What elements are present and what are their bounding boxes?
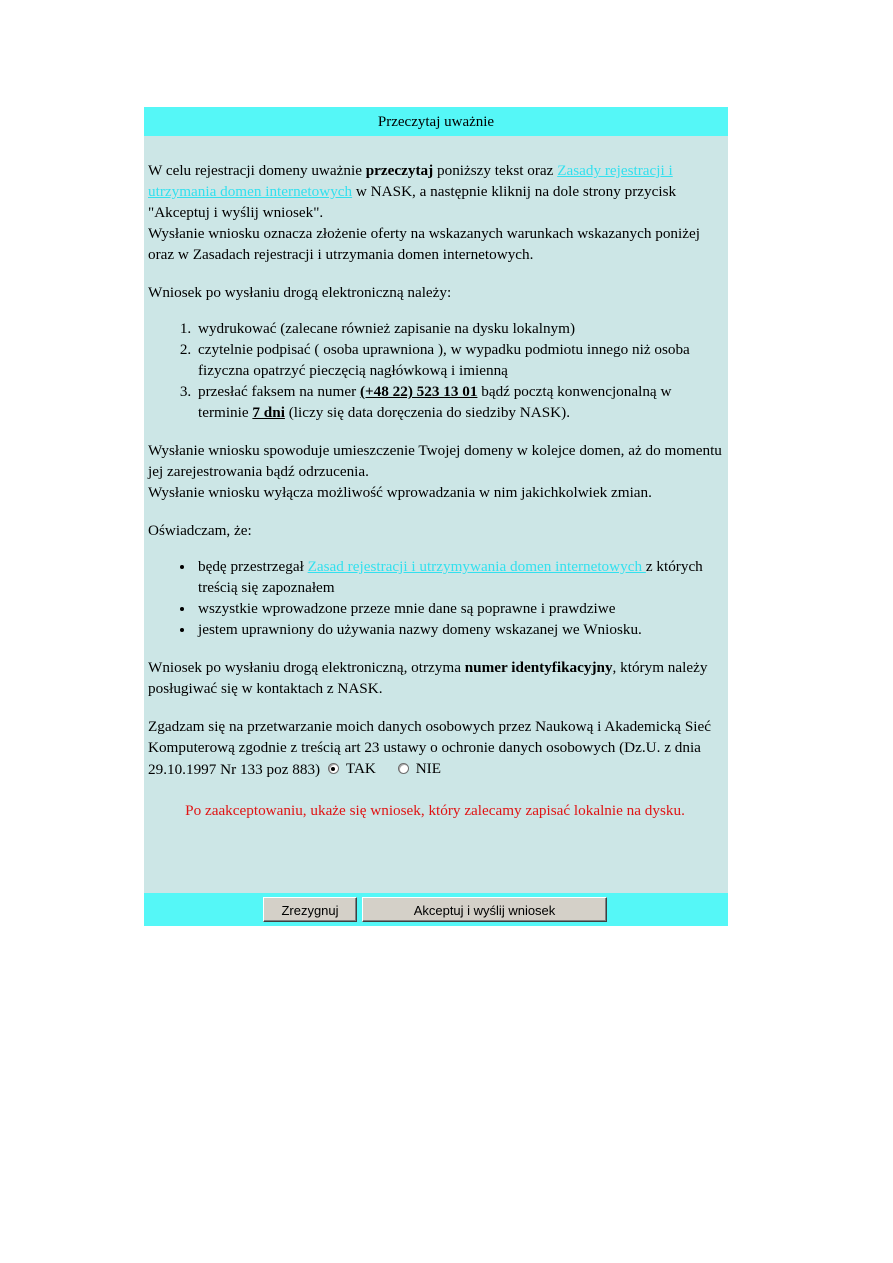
step-print: 1. wydrukować (zalecane również zapisanie na dysku lokalnym) (195, 318, 722, 339)
intro-paragraph (148, 160, 722, 265)
declaration-item-rules-text-1: będę przestrzegał (198, 558, 308, 575)
declaration-item-data: • wszystkie wprowadzone przeze mnie dane są poprawne i prawdziwe (195, 598, 722, 619)
declaration-intro: Oświadczam, że: (148, 522, 252, 539)
intro-text-2: poniższy tekst oraz (433, 162, 558, 179)
step-sign: 2. czytelnie podpisać ( osoba uprawniona ), w wypadku podmiotu innego niż osoba fizyczna opatrzyć pieczęcią nagłówkową i imienną (195, 339, 722, 381)
id-number-bold: numer identyfikacyjny (464, 659, 613, 676)
registration-terms-panel (144, 107, 728, 926)
consent-no-radio[interactable] (398, 758, 441, 779)
id-note-text-1: Wniosek po wysłaniu drogą elektroniczną, otrzyma (148, 659, 465, 676)
rules-link-2[interactable]: Zasad rejestracji i utrzymywania domen internetowych (307, 558, 646, 575)
intro-text-4: Wysłanie wniosku oznacza złożenie oferty na wskazanych warunkach wskazanych poniżej oraz w Zasadach rejestracji i utrzymania domen internetowych. (148, 225, 700, 263)
step-fax-text-2: bądź pocztą konwencjonalną w terminie (198, 383, 672, 421)
intro-text-3: w NASK, a następnie kliknij na dole strony przycisk "Akceptuj i wyślij wniosek". (148, 183, 677, 221)
accept-and-send-button[interactable]: Akceptuj i wyślij wniosek (362, 897, 607, 922)
after-send-steps (148, 318, 722, 423)
declaration-item-authorized: • jestem uprawniony do używania nazwy domeny wskazanej we Wniosku. (195, 619, 722, 640)
declaration-item-rules (195, 556, 722, 598)
rules-link[interactable]: Zasady rejestracji i utrzymania domen internetowych (148, 162, 673, 200)
declaration-list (148, 556, 722, 640)
declaration-item-rules-text-2: z których treścią się zapoznałem (198, 558, 703, 596)
consent-paragraph (148, 716, 722, 780)
consent-text: Zgadzam się na przetwarzanie moich danych osobowych przez Naukową i Akademicką Sieć Komputerową zgodnie z treścią art 23 ustawy o ochronie danych osobowych (Dz.U. z dnia 29.10.1997 Nr 133 poz 883) (148, 718, 711, 778)
after-send-intro: Wniosek po wysłaniu drogą elektroniczną należy: (148, 284, 452, 301)
queue-text-2: Wysłanie wniosku wyłącza możliwość wprowadzania w nim jakichkolwiek zmian. (148, 484, 652, 501)
step-fax (195, 381, 722, 423)
terms-content (144, 136, 728, 821)
radio-no-circle[interactable] (398, 763, 409, 774)
step-fax-text-3: (liczy się data doręczenia do siedziby NASK). (284, 404, 571, 421)
queue-paragraph (148, 440, 722, 503)
cancel-button[interactable]: Zrezygnuj (263, 897, 357, 922)
fax-number: (+48 22) 523 13 01 (359, 383, 478, 400)
consent-no-label: NIE (415, 760, 442, 777)
consent-yes-label: TAK (345, 760, 376, 777)
queue-text-1: Wysłanie wniosku spowoduje umieszczenie Twojej domeny w kolejce domen, aż do momentu jej zarejestrowania bądź odrzucenia. (148, 442, 722, 480)
radio-yes-circle[interactable] (328, 763, 339, 774)
step-fax-text-1: przesłać faksem na numer (198, 383, 360, 400)
id-note-text-2: , którym należy posługiwać się w kontaktach z NASK. (148, 659, 708, 697)
panel-title: Przeczytaj uważnie (377, 114, 495, 130)
deadline-days: 7 dni (252, 404, 285, 421)
id-number-paragraph (148, 657, 722, 699)
panel-header (144, 107, 728, 136)
intro-text-1: W celu rejestracji domeny uważnie (148, 162, 366, 179)
button-bar (144, 893, 728, 926)
intro-bold-read: przeczytaj (365, 162, 434, 179)
consent-yes-radio[interactable] (328, 758, 376, 779)
warning-note: Po zaakceptowaniu, ukaże się wniosek, który zalecamy zapisać lokalnie na dysku. (185, 802, 685, 819)
